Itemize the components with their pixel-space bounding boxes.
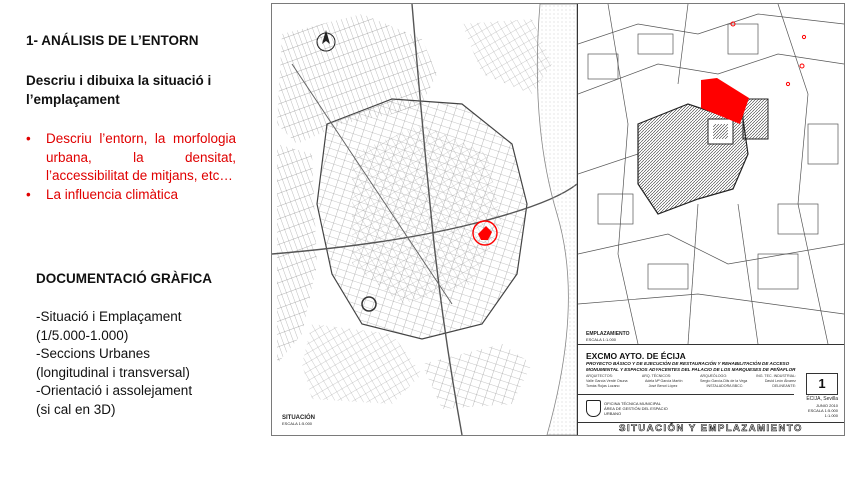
- divider: [578, 394, 794, 395]
- office-line: ÁREA DE GESTIÓN DEL ESPACIO: [604, 406, 668, 411]
- drawing-sheet: [271, 3, 845, 436]
- doc-line: (1/5.000-1.000): [36, 327, 129, 343]
- office-line: OFICINA TÉCNICA MUNICIPAL: [604, 401, 661, 406]
- site-map-drawing: [578, 4, 844, 344]
- office-line: URBANO: [604, 411, 622, 416]
- documentation-heading: DOCUMENTACIÓ GRÀFICA: [36, 271, 212, 286]
- name: Adela Mª García Martín: [644, 379, 683, 383]
- scale-value-2: 1:1.000: [824, 413, 838, 418]
- names-row: [586, 379, 796, 383]
- client-name: EXCMO AYTO. DE ÉCIJA: [586, 351, 686, 361]
- title-block: [578, 345, 844, 435]
- bullet-text: La influencia climàtica: [46, 186, 179, 202]
- bullet-item: [26, 130, 236, 186]
- bullet-item: [26, 186, 236, 205]
- situation-scale: ESCALA 1:5.000: [282, 421, 313, 426]
- role: ARQUEÓLOGO:: [700, 374, 728, 378]
- names-row-2: [586, 384, 796, 388]
- name: Tomás Rojas Lozano: [586, 384, 620, 388]
- project-line-1: PROYECTO BÁSICO Y DE EJECUCIÓN DE RESTAURACIÓN Y REHABILITACIÓN DE ACCESO: [586, 361, 790, 366]
- sheet-title: SITUACIÓN Y EMPLAZAMIENTO: [619, 423, 803, 434]
- bullet-dot-icon: •: [26, 131, 31, 146]
- site-label: EMPLAZAMIENTO: [586, 331, 630, 337]
- site-scale: ESCALA 1:1.000: [586, 337, 617, 342]
- name: Sergio García-Dils de la Vega: [699, 379, 748, 383]
- doc-line: -Seccions Urbanes: [36, 346, 151, 361]
- name: Valle García Verdé Osuna: [586, 379, 628, 383]
- municipal-seal-icon: [586, 400, 601, 417]
- slide-subheading: Descriu i dibuixa la situació i l’emplaçament: [26, 73, 212, 107]
- sheet-number-box: [806, 373, 838, 395]
- date-label: JUNIO 2010: [815, 403, 838, 408]
- project-line-2: MONUMENTAL Y ESPACIOS ADYACENTES DEL PALACIO DE LOS MARQUESES DE PEÑAFLOR: [586, 367, 796, 372]
- bullet-dot-icon: •: [26, 186, 31, 202]
- situation-label: SITUACIÓN: [282, 415, 315, 421]
- doc-line: -Situació i Emplaçament: [36, 309, 182, 324]
- city-label: ÉCIJA, Sevilla: [806, 396, 838, 402]
- role: ING. TEC. INDUSTRIAL:: [756, 374, 796, 378]
- name: DELINEANTE:: [772, 384, 796, 388]
- scale-value: 1:5.000: [824, 408, 838, 413]
- role: ARQ. TÉCNICOS:: [641, 374, 672, 378]
- scale-label: ESCALA: [807, 408, 824, 413]
- doc-line: (si cal en 3D): [36, 401, 116, 417]
- name: José Benot López: [648, 384, 678, 388]
- documentation-list: [36, 308, 256, 419]
- bullet-list: [26, 130, 236, 204]
- doc-line: (longitudinal i transversal): [36, 364, 190, 380]
- site-map: [578, 4, 844, 345]
- bullet-text: Descriu l’entorn, la morfologia urbana, la densitat, l’accessibilitat de mitjans, etc…: [46, 131, 236, 183]
- situation-map-drawing: [272, 4, 577, 435]
- doc-line: -Orientació i assolejament: [36, 383, 193, 398]
- name: David León Álvarez: [764, 379, 796, 383]
- sheet-number: 1: [818, 376, 826, 391]
- situation-map: [272, 4, 578, 435]
- slide-heading: 1- ANÁLISIS DE L’ENTORN: [26, 33, 199, 48]
- role: ARQUITECTOS:: [586, 374, 613, 378]
- roles-row: [586, 374, 796, 378]
- slide-text-panel: [0, 0, 262, 477]
- name: INSTALADORA BBCC:: [706, 384, 744, 388]
